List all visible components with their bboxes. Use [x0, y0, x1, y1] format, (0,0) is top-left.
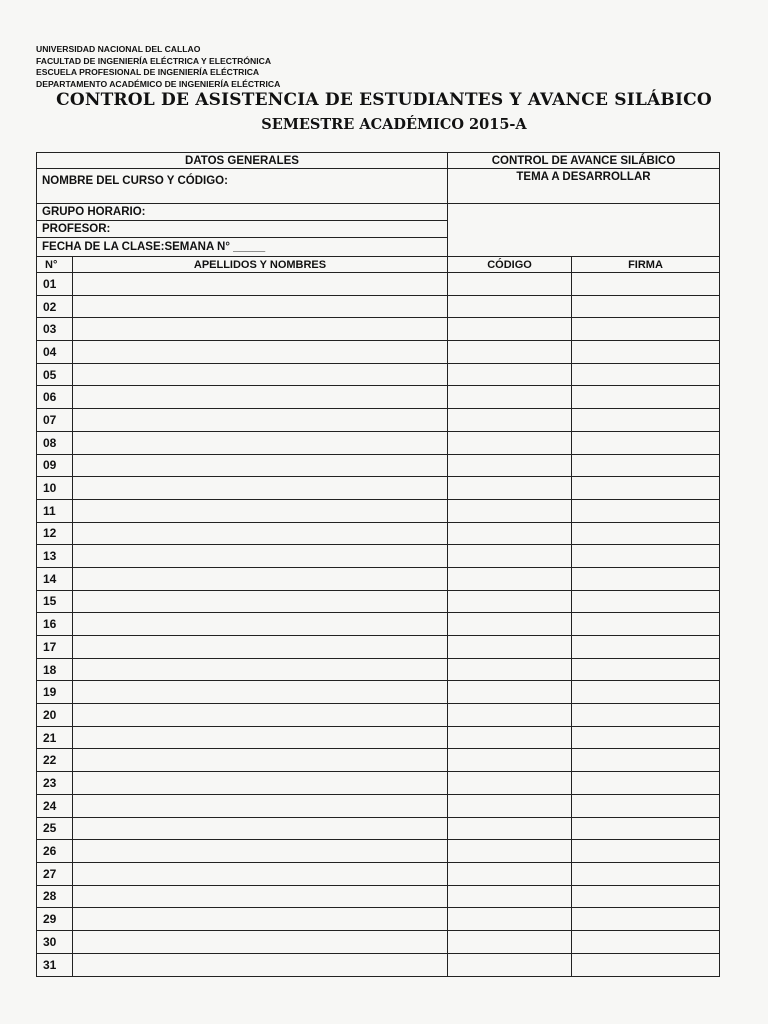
student-code-cell[interactable]	[448, 908, 572, 930]
student-code-cell[interactable]	[448, 386, 572, 408]
row-number: 14	[37, 568, 73, 590]
signature-cell[interactable]	[572, 386, 719, 408]
signature-cell[interactable]	[572, 772, 719, 794]
student-code-cell[interactable]	[448, 341, 572, 363]
signature-cell[interactable]	[572, 409, 719, 431]
name-column-header: APELLIDOS Y NOMBRES	[73, 257, 448, 272]
row-number: 09	[37, 455, 73, 477]
signature-cell[interactable]	[572, 477, 719, 499]
row-number: 28	[37, 886, 73, 908]
signature-cell[interactable]	[572, 432, 719, 454]
table-row	[37, 432, 719, 455]
signature-cell[interactable]	[572, 318, 719, 340]
signature-cell[interactable]	[572, 681, 719, 703]
row-number: 05	[37, 364, 73, 386]
row-number: 31	[37, 954, 73, 977]
student-code-cell[interactable]	[448, 296, 572, 318]
row-number: 23	[37, 772, 73, 794]
student-name-cell[interactable]	[73, 523, 448, 545]
signature-cell[interactable]	[572, 591, 719, 613]
table-row	[37, 409, 719, 432]
row-number: 07	[37, 409, 73, 431]
general-data-column	[37, 153, 448, 256]
row-number: 26	[37, 840, 73, 862]
general-data-block	[37, 153, 719, 257]
student-name-cell[interactable]	[73, 273, 448, 295]
signature-cell[interactable]	[572, 455, 719, 477]
signature-cell[interactable]	[572, 659, 719, 681]
general-data-heading: DATOS GENERALES	[37, 153, 447, 169]
table-row	[37, 659, 719, 682]
row-number: 24	[37, 795, 73, 817]
signature-cell[interactable]	[572, 795, 719, 817]
attendance-form	[36, 152, 720, 977]
student-name-cell[interactable]	[73, 908, 448, 930]
student-code-cell[interactable]	[448, 409, 572, 431]
table-row	[37, 749, 719, 772]
student-name-cell[interactable]	[73, 296, 448, 318]
student-name-cell[interactable]	[73, 636, 448, 658]
row-number: 17	[37, 636, 73, 658]
student-code-cell[interactable]	[448, 681, 572, 703]
student-code-cell[interactable]	[448, 455, 572, 477]
student-name-cell[interactable]	[73, 795, 448, 817]
student-name-cell[interactable]	[73, 931, 448, 953]
signature-cell[interactable]	[572, 568, 719, 590]
table-row	[37, 364, 719, 387]
row-number: 13	[37, 545, 73, 567]
signature-cell[interactable]	[572, 296, 719, 318]
student-name-cell[interactable]	[73, 749, 448, 771]
table-row	[37, 772, 719, 795]
class-date-field[interactable]: FECHA DE LA CLASE:SEMANA N° _____	[42, 240, 266, 253]
row-number: 12	[37, 523, 73, 545]
row-number: 04	[37, 341, 73, 363]
row-number: 02	[37, 296, 73, 318]
student-code-cell[interactable]	[448, 954, 572, 977]
signature-cell[interactable]	[572, 863, 719, 885]
signature-cell[interactable]	[572, 613, 719, 635]
table-row	[37, 341, 719, 364]
student-code-cell[interactable]	[448, 500, 572, 522]
student-name-cell[interactable]	[73, 954, 448, 977]
student-code-cell[interactable]	[448, 840, 572, 862]
table-row	[37, 908, 719, 931]
student-code-cell[interactable]	[448, 863, 572, 885]
student-name-cell[interactable]	[73, 477, 448, 499]
professor-field[interactable]: PROFESOR:	[37, 221, 447, 238]
student-code-cell[interactable]	[448, 772, 572, 794]
institution-header	[36, 44, 280, 90]
row-number: 16	[37, 613, 73, 635]
table-row	[37, 545, 719, 568]
university-name: UNIVERSIDAD NACIONAL DEL CALLAO	[36, 44, 201, 54]
school-name: ESCUELA PROFESIONAL DE INGENIERÍA ELÉCTRICA	[36, 67, 260, 77]
row-number: 21	[37, 727, 73, 749]
table-row	[37, 636, 719, 659]
table-row	[37, 455, 719, 478]
code-column-header: CÓDIGO	[448, 257, 572, 272]
table-row	[37, 591, 719, 614]
student-name-cell[interactable]	[73, 886, 448, 908]
table-row	[37, 886, 719, 909]
syllabus-progress-heading: CONTROL DE AVANCE SILÁBICO	[448, 153, 719, 169]
table-header-row	[37, 257, 719, 273]
student-name-cell[interactable]	[73, 704, 448, 726]
student-name-cell[interactable]	[73, 341, 448, 363]
signature-column-header: FIRMA	[628, 258, 663, 271]
student-name-cell[interactable]	[73, 455, 448, 477]
table-row	[37, 795, 719, 818]
table-row	[37, 727, 719, 750]
row-number: 15	[37, 591, 73, 613]
course-name-field[interactable]: NOMBRE DEL CURSO Y CÓDIGO:	[37, 169, 447, 204]
row-number: 29	[37, 908, 73, 930]
number-column-header: N°	[37, 257, 73, 272]
table-row	[37, 931, 719, 954]
student-name-cell[interactable]	[73, 409, 448, 431]
row-number: 18	[37, 659, 73, 681]
signature-cell[interactable]	[572, 908, 719, 930]
student-name-cell[interactable]	[73, 386, 448, 408]
student-code-cell[interactable]	[448, 818, 572, 840]
student-name-cell[interactable]	[73, 681, 448, 703]
table-row	[37, 818, 719, 841]
row-number: 03	[37, 318, 73, 340]
student-code-cell[interactable]	[448, 545, 572, 567]
row-number: 22	[37, 749, 73, 771]
signature-cell[interactable]	[572, 727, 719, 749]
signature-cell[interactable]	[572, 364, 719, 386]
table-row	[37, 500, 719, 523]
student-code-cell[interactable]	[448, 749, 572, 771]
table-row	[37, 568, 719, 591]
student-code-cell[interactable]	[448, 931, 572, 953]
student-name-cell[interactable]	[73, 613, 448, 635]
student-code-cell[interactable]	[448, 886, 572, 908]
student-code-cell[interactable]	[448, 704, 572, 726]
row-number: 27	[37, 863, 73, 885]
row-number: 10	[37, 477, 73, 499]
student-name-cell[interactable]	[73, 318, 448, 340]
table-row	[37, 318, 719, 341]
table-row	[37, 681, 719, 704]
student-name-cell[interactable]	[73, 500, 448, 522]
student-code-cell[interactable]	[448, 659, 572, 681]
student-name-cell[interactable]	[73, 818, 448, 840]
student-name-cell[interactable]	[73, 545, 448, 567]
student-code-cell[interactable]	[448, 613, 572, 635]
table-row	[37, 840, 719, 863]
student-name-cell[interactable]	[73, 432, 448, 454]
document-subtitle: SEMESTRE ACADÉMICO 2015-A	[261, 116, 527, 133]
student-code-cell[interactable]	[448, 364, 572, 386]
signature-cell[interactable]	[572, 886, 719, 908]
schedule-group-field[interactable]: GRUPO HORARIO:	[37, 204, 447, 221]
row-number: 06	[37, 386, 73, 408]
student-name-cell[interactable]	[73, 659, 448, 681]
table-row	[37, 523, 719, 546]
table-row	[37, 273, 719, 296]
row-number: 11	[37, 500, 73, 522]
signature-cell[interactable]	[572, 545, 719, 567]
signature-cell[interactable]	[572, 931, 719, 953]
signature-cell[interactable]	[572, 500, 719, 522]
topic-heading: TEMA A DESARROLLAR	[448, 169, 719, 204]
signature-cell[interactable]	[572, 636, 719, 658]
row-number: 01	[37, 273, 73, 295]
signature-cell[interactable]	[572, 704, 719, 726]
student-name-cell[interactable]	[73, 863, 448, 885]
student-code-cell[interactable]	[448, 591, 572, 613]
attendance-table	[37, 257, 719, 976]
faculty-name: FACULTAD DE INGENIERÍA ELÉCTRICA Y ELECTRÓNICA	[36, 55, 272, 66]
student-code-cell[interactable]	[448, 795, 572, 817]
department-name: DEPARTAMENTO ACADÉMICO DE INGENIERÍA ELÉCTRICA	[36, 78, 281, 89]
student-name-cell[interactable]	[73, 772, 448, 794]
signature-cell[interactable]	[572, 273, 719, 295]
student-name-cell[interactable]	[73, 364, 448, 386]
row-number: 19	[37, 681, 73, 703]
student-code-cell[interactable]	[448, 318, 572, 340]
document-title: CONTROL DE ASISTENCIA DE ESTUDIANTES Y AVANCE SILÁBICO	[56, 90, 712, 110]
student-name-cell[interactable]	[73, 727, 448, 749]
student-code-cell[interactable]	[448, 727, 572, 749]
signature-cell[interactable]	[572, 523, 719, 545]
student-name-cell[interactable]	[73, 568, 448, 590]
table-row	[37, 613, 719, 636]
signature-cell[interactable]	[572, 818, 719, 840]
table-row	[37, 296, 719, 319]
student-code-cell[interactable]	[448, 568, 572, 590]
table-row	[37, 386, 719, 409]
row-number: 08	[37, 432, 73, 454]
student-code-cell[interactable]	[448, 477, 572, 499]
signature-cell[interactable]	[572, 341, 719, 363]
signature-cell[interactable]	[572, 954, 719, 977]
syllabus-progress-column	[448, 153, 719, 256]
signature-cell[interactable]	[572, 840, 719, 862]
student-code-cell[interactable]	[448, 273, 572, 295]
table-row	[37, 477, 719, 500]
row-number: 20	[37, 704, 73, 726]
student-code-cell[interactable]	[448, 523, 572, 545]
student-name-cell[interactable]	[73, 840, 448, 862]
signature-cell[interactable]	[572, 749, 719, 771]
row-number: 30	[37, 931, 73, 953]
student-code-cell[interactable]	[448, 636, 572, 658]
table-row	[37, 863, 719, 886]
table-row	[37, 704, 719, 727]
student-code-cell[interactable]	[448, 432, 572, 454]
topic-field[interactable]	[448, 204, 719, 255]
row-number: 25	[37, 818, 73, 840]
student-name-cell[interactable]	[73, 591, 448, 613]
table-row	[37, 954, 719, 977]
